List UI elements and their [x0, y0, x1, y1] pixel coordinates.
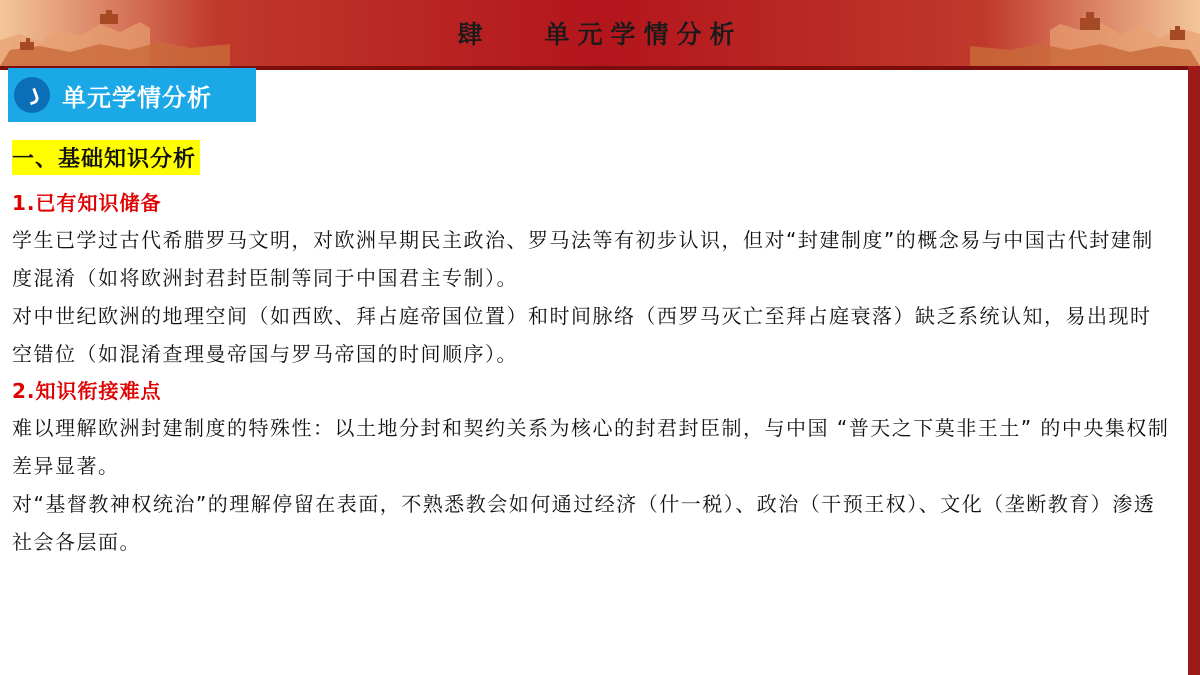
- section-number: 肆: [457, 20, 491, 49]
- paragraph: 对“基督教神权统治”的理解停留在表面，不熟悉教会如何通过经济（什一税）、政治（干预王权）、文化（垄断教育）渗透社会各层面。: [12, 492, 1156, 554]
- paragraph: 对中世纪欧洲的地理空间（如西欧、拜占庭帝国位置）和时间脉络（西罗马灭亡至拜占庭衰落）缺乏系统认知，易出现时空错位（如混淆查理曼帝国与罗马帝国的时间顺序）。: [12, 304, 1152, 366]
- section-tag: [8, 68, 256, 122]
- right-edge-bar: [1188, 66, 1200, 675]
- section-tag-label: 单元学情分析: [62, 83, 212, 112]
- paragraph: 学生已学过古代希腊罗马文明，对欧洲早期民主政治、罗马法等有初步认识，但对“封建制度”的概念易与中国古代封建制度混淆（如将欧洲封君封臣制等同于中国君主专制）。: [12, 228, 1154, 290]
- subheading-knowledge-difficulty: 2.知识衔接难点: [12, 379, 162, 403]
- highlighted-heading: 一、基础知识分析: [12, 140, 200, 175]
- paragraph: 难以理解欧洲封建制度的特殊性：以土地分封和契约关系为核心的封君封臣制，与中国 “普天之下莫非王土” 的中央集权制差异显著。: [12, 416, 1170, 478]
- section-title: 单元学情分析: [544, 20, 743, 49]
- check-icon: [14, 77, 50, 113]
- subheading-knowledge-base: 1.已有知识储备: [12, 191, 162, 215]
- main-content: [12, 140, 1172, 561]
- page-title: [0, 0, 1200, 66]
- header-banner: [0, 0, 1200, 66]
